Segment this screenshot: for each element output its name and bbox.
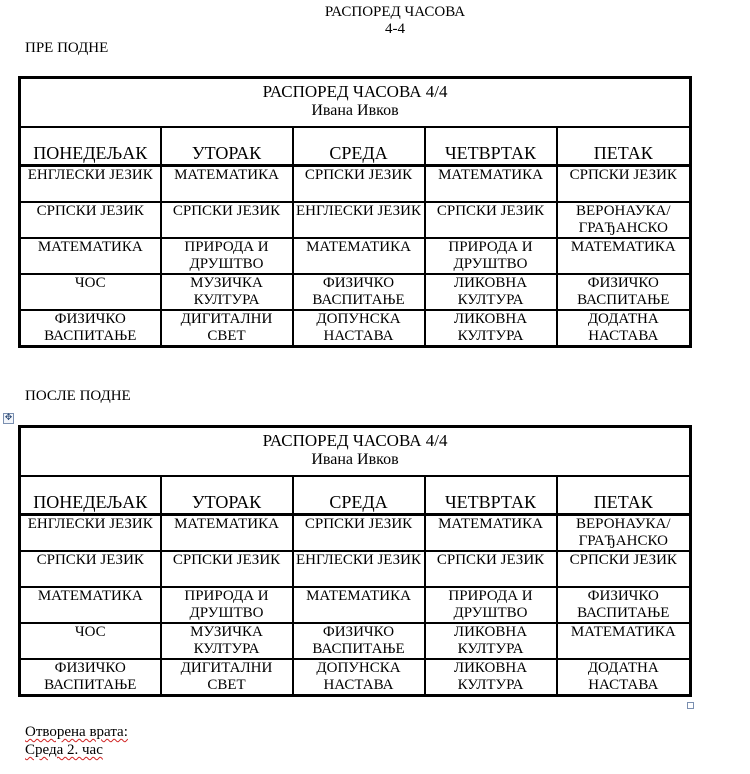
subject-cell: СРПСКИ ЈЕЗИК bbox=[293, 166, 425, 203]
table-row bbox=[20, 202, 691, 238]
table-row bbox=[20, 623, 691, 659]
day-header: УТОРАК bbox=[161, 127, 293, 166]
subject-cell: ДИГИТАЛНИ СВЕТ bbox=[161, 310, 293, 347]
day-header: УТОРАК bbox=[161, 476, 293, 515]
subject-cell: ЧОС bbox=[20, 274, 161, 310]
subject-cell: ПРИРОДА И ДРУШТВО bbox=[161, 238, 293, 274]
subject-cell: ЛИКОВНА КУЛТУРА bbox=[425, 659, 557, 696]
subject-cell: ФИЗИЧКО ВАСПИТАЊЕ bbox=[20, 310, 161, 347]
subject-cell: МАТЕМАТИКА bbox=[425, 515, 557, 552]
subject-cell: ДОДАТНА НАСТАВА bbox=[557, 310, 691, 347]
subject-cell: ЕНГЛЕСКИ ЈЕЗИК bbox=[20, 166, 161, 203]
morning-table-title-cell bbox=[20, 78, 691, 128]
day-header: ЧЕТВРТАК bbox=[425, 476, 557, 515]
subject-cell: ДИГИТАЛНИ СВЕТ bbox=[161, 659, 293, 696]
subject-cell: СРПСКИ ЈЕЗИК bbox=[161, 202, 293, 238]
subject-cell: МАТЕМАТИКА bbox=[161, 515, 293, 552]
table-row bbox=[20, 166, 691, 203]
subject-cell: ФИЗИЧКО ВАСПИТАЊЕ bbox=[293, 623, 425, 659]
subject-cell: ДОПУНСКА НАСТАВА bbox=[293, 659, 425, 696]
subject-cell: ФИЗИЧКО ВАСПИТАЊЕ bbox=[557, 274, 691, 310]
subject-cell: СРПСКИ ЈЕЗИК bbox=[20, 551, 161, 587]
table-row bbox=[20, 515, 691, 552]
subject-cell: ЕНГЛЕСКИ ЈЕЗИК bbox=[293, 202, 425, 238]
table-row bbox=[20, 274, 691, 310]
subject-cell: МАТЕМАТИКА bbox=[293, 587, 425, 623]
subject-cell: ЛИКОВНА КУЛТУРА bbox=[425, 274, 557, 310]
afternoon-table-title-cell bbox=[20, 427, 691, 477]
subject-cell: СРПСКИ ЈЕЗИК bbox=[161, 551, 293, 587]
subject-cell: СРПСКИ ЈЕЗИК bbox=[20, 202, 161, 238]
subject-cell: СРПСКИ ЈЕЗИК bbox=[425, 202, 557, 238]
morning-day-header-row bbox=[20, 127, 691, 166]
morning-teacher-name: Ивана Ивков bbox=[311, 102, 399, 119]
subject-cell: МАТЕМАТИКА bbox=[20, 587, 161, 623]
subject-cell: ФИЗИЧКО ВАСПИТАЊЕ bbox=[293, 274, 425, 310]
day-header: ПЕТАК bbox=[557, 476, 691, 515]
subject-cell: СРПСКИ ЈЕЗИК bbox=[557, 551, 691, 587]
subject-cell: ЕНГЛЕСКИ ЈЕЗИК bbox=[293, 551, 425, 587]
afternoon-label: ПОСЛЕ ПОДНЕ bbox=[25, 388, 131, 404]
subject-cell: МАТЕМАТИКА bbox=[557, 238, 691, 274]
open-door-label bbox=[25, 724, 128, 741]
subject-cell: ПРИРОДА И ДРУШТВО bbox=[425, 587, 557, 623]
day-header: СРЕДА bbox=[293, 476, 425, 515]
subject-cell: ЛИКОВНА КУЛТУРА bbox=[425, 623, 557, 659]
subject-cell: МАТЕМАТИКА bbox=[293, 238, 425, 274]
document-title: РАСПОРЕД ЧАСОВА bbox=[324, 4, 466, 20]
table-row bbox=[20, 238, 691, 274]
resize-icon[interactable] bbox=[687, 702, 694, 709]
subject-cell: МАТЕМАТИКА bbox=[20, 238, 161, 274]
afternoon-schedule-table bbox=[18, 425, 692, 697]
open-door-time bbox=[25, 742, 103, 759]
subject-cell: ДОПУНСКА НАСТАВА bbox=[293, 310, 425, 347]
open-door-time-text: Среда 2. час bbox=[25, 742, 103, 758]
subject-cell: МАТЕМАТИКА bbox=[425, 166, 557, 203]
table-row bbox=[20, 310, 691, 347]
subject-cell: ПРИРОДА И ДРУШТВО bbox=[161, 587, 293, 623]
subject-cell: СРПСКИ ЈЕЗИК bbox=[425, 551, 557, 587]
subject-cell: СРПСКИ ЈЕЗИК bbox=[293, 515, 425, 552]
subject-cell: МУЗИЧКА КУЛТУРА bbox=[161, 623, 293, 659]
subject-cell: ЧОС bbox=[20, 623, 161, 659]
day-header: ПЕТАК bbox=[557, 127, 691, 166]
afternoon-teacher-name: Ивана Ивков bbox=[311, 451, 399, 468]
subject-cell: ЛИКОВНА КУЛТУРА bbox=[425, 310, 557, 347]
subject-cell: МУЗИЧКА КУЛТУРА bbox=[161, 274, 293, 310]
open-door-label-text: Отворена врата: bbox=[25, 724, 128, 740]
subject-cell: ДОДАТНА НАСТАВА bbox=[557, 659, 691, 696]
table-row bbox=[20, 659, 691, 696]
class-code: 4-4 bbox=[385, 21, 405, 37]
morning-table-title: РАСПОРЕД ЧАСОВА 4/4 bbox=[262, 82, 448, 101]
morning-schedule-table bbox=[18, 76, 692, 348]
afternoon-table-title: РАСПОРЕД ЧАСОВА 4/4 bbox=[262, 431, 448, 450]
table-row bbox=[20, 551, 691, 587]
subject-cell: МАТЕМАТИКА bbox=[557, 623, 691, 659]
day-header: СРЕДА bbox=[293, 127, 425, 166]
subject-cell: ВЕРОНАУКА/ ГРАЂАНСКО bbox=[557, 515, 691, 552]
day-header: ПОНЕДЕЉАК bbox=[20, 476, 161, 515]
subject-cell: ФИЗИЧКО ВАСПИТАЊЕ bbox=[557, 587, 691, 623]
move-icon[interactable]: ✥ bbox=[4, 413, 13, 423]
subject-cell: СРПСКИ ЈЕЗИК bbox=[557, 166, 691, 203]
subject-cell: ПРИРОДА И ДРУШТВО bbox=[425, 238, 557, 274]
subject-cell: ФИЗИЧКО ВАСПИТАЊЕ bbox=[20, 659, 161, 696]
day-header: ПОНЕДЕЉАК bbox=[20, 127, 161, 166]
table-row bbox=[20, 587, 691, 623]
document-title-block bbox=[290, 4, 500, 38]
day-header: ЧЕТВРТАК bbox=[425, 127, 557, 166]
morning-label: ПРЕ ПОДНЕ bbox=[25, 40, 109, 56]
subject-cell: ВЕРОНАУКА/ ГРАЂАНСКО bbox=[557, 202, 691, 238]
subject-cell: МАТЕМАТИКА bbox=[161, 166, 293, 203]
afternoon-day-header-row bbox=[20, 476, 691, 515]
subject-cell: ЕНГЛЕСКИ ЈЕЗИК bbox=[20, 515, 161, 552]
